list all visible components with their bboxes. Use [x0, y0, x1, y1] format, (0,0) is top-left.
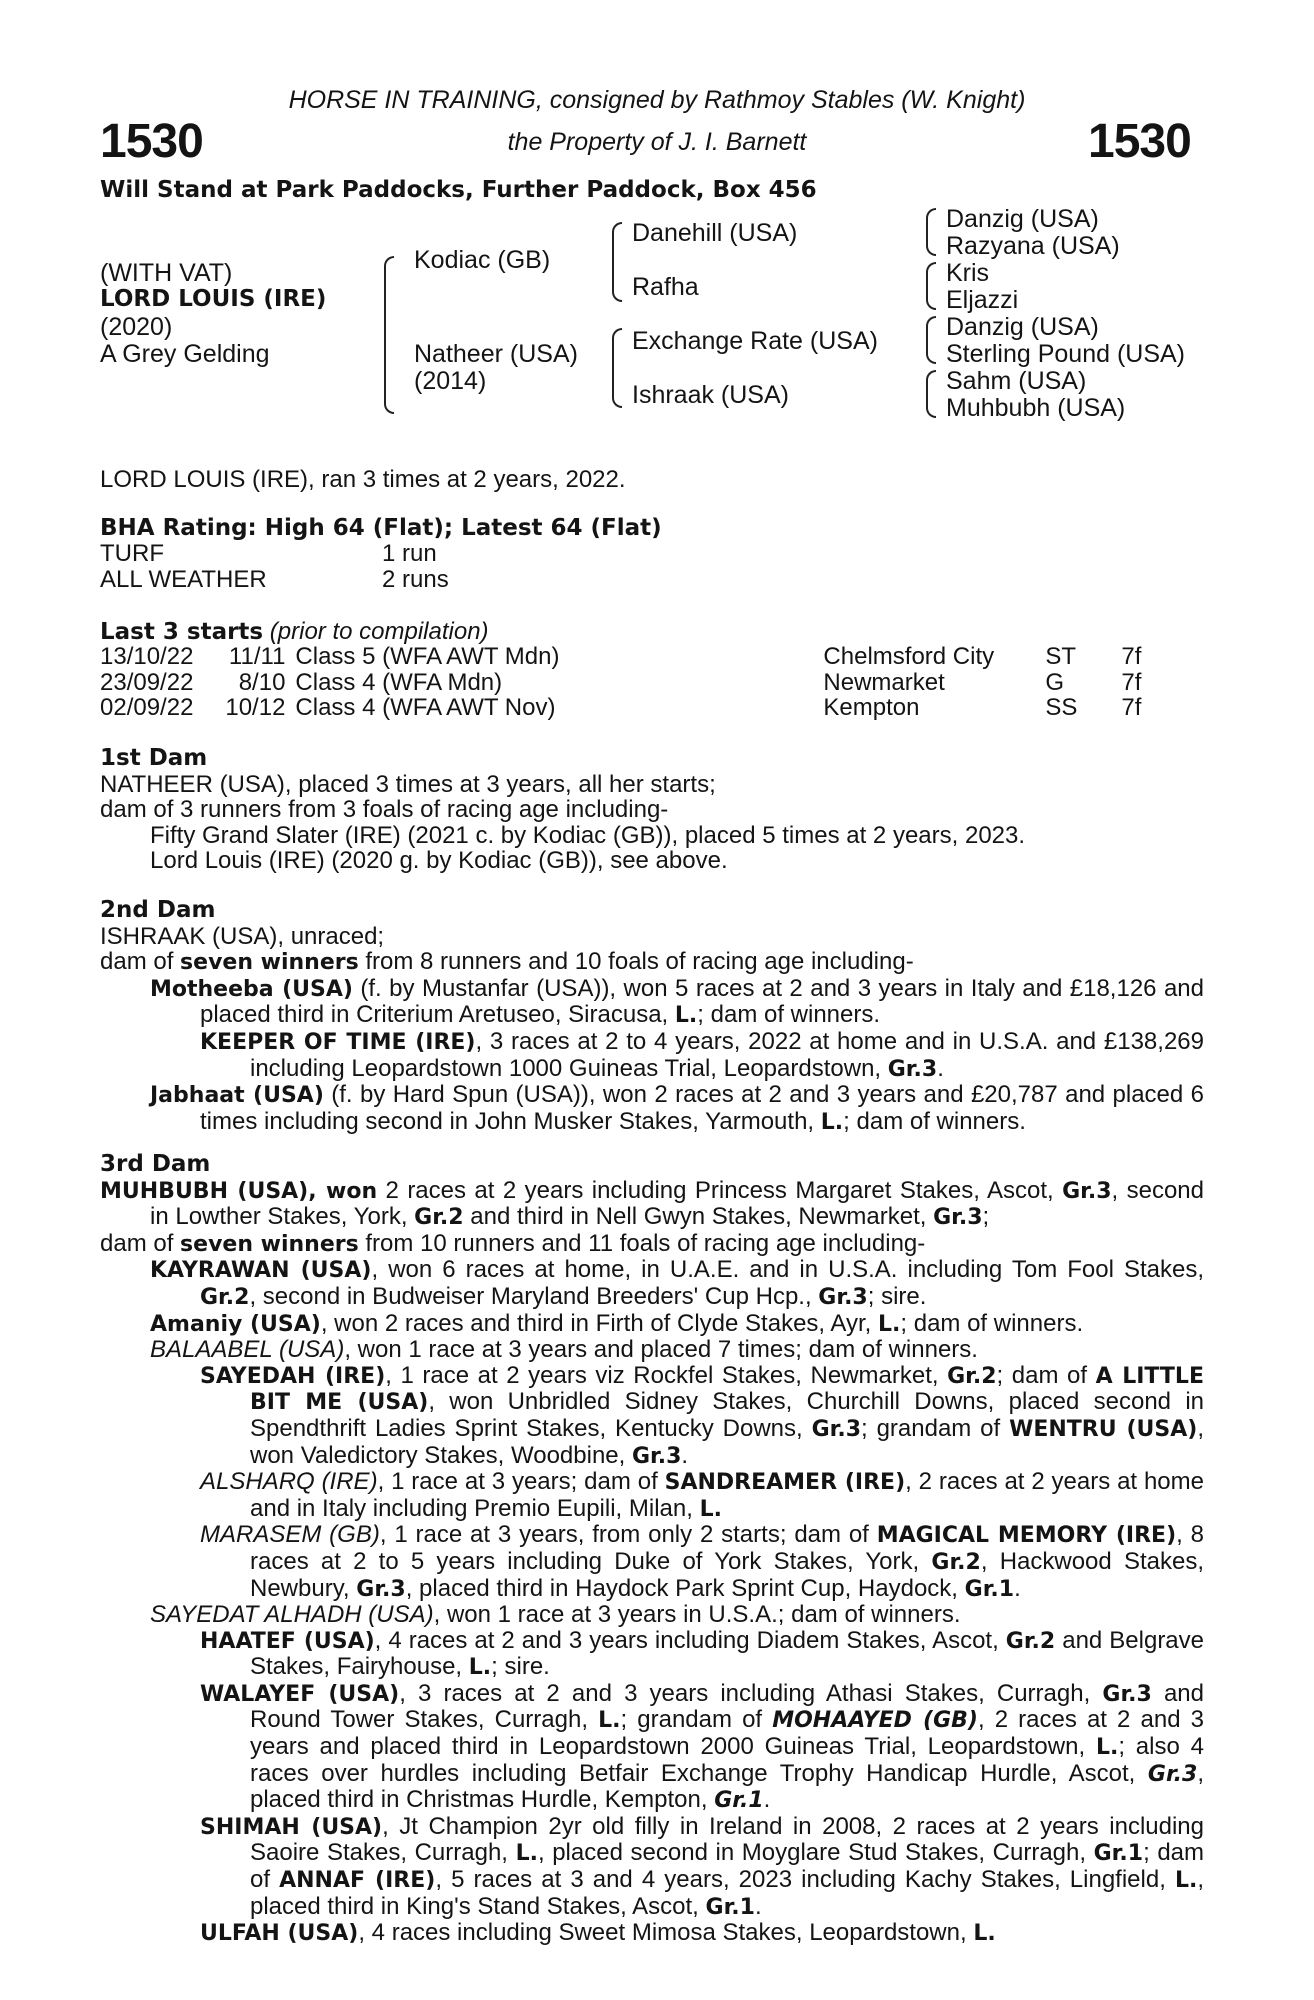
produce-entry: [100, 1311, 1204, 1338]
pedigree-g1: Danzig (USA): [946, 205, 1099, 233]
dam-line: NATHEER (USA), placed 3 times at 3 years, all her starts;: [100, 770, 716, 798]
section-heading: 3rd Dam: [100, 1151, 211, 1177]
start-distance: 7f: [1121, 668, 1142, 696]
text-run: L.: [468, 1655, 492, 1681]
surface-table: [100, 541, 449, 592]
starts-title: Last 3 starts: [100, 619, 264, 645]
start-going: SS: [1045, 694, 1078, 722]
horse-name-run: ALSHARQ (IRE): [200, 1468, 378, 1496]
consignor-line: HORSE IN TRAINING, consigned by Rathmoy Stables (W. Knight): [288, 86, 1026, 114]
text-run: Gr.2: [414, 1205, 464, 1231]
dam-line: dam of 3 runners from 3 foals of racing age including-: [100, 796, 669, 824]
text-run: Gr.3: [631, 1443, 682, 1469]
produce-line: Lord Louis (IRE) (2020 g. by Kodiac (GB)), see above.: [150, 847, 728, 875]
table-row: [100, 644, 1141, 670]
text-run: , 1 race at 2 years viz Rockfel Stakes, Newmarket,: [385, 1361, 948, 1389]
text-run: ; dam of winners.: [900, 1309, 1084, 1337]
pedigree-g3: Kris: [946, 259, 990, 287]
produce-entry: [100, 1522, 1204, 1602]
text-run: .: [681, 1441, 689, 1469]
text-run: seven winners: [180, 950, 359, 976]
text-run: , won 1 race at 3 years and placed 7 times; dam of winners.: [344, 1336, 978, 1364]
text-run: Gr.3: [887, 1056, 938, 1082]
text-run: , 1 race at 3 years, from only 2 starts; dam of: [379, 1521, 877, 1549]
start-course: Kempton: [823, 694, 920, 722]
dam-line: [100, 1231, 1204, 1258]
pedigree-brace-3d: [926, 370, 936, 418]
text-run: Gr.3: [356, 1576, 406, 1602]
pedigree-g8: Muhbubh (USA): [946, 394, 1126, 422]
text-run: from 8 runners and 10 foals of racing age including-: [358, 948, 914, 976]
start-position: 11/11: [228, 643, 286, 670]
text-run: ; dam of: [250, 1839, 1205, 1894]
produce-entry: [100, 1920, 1204, 1947]
text-run: L.: [1174, 1868, 1198, 1894]
pedigree-brace-2b: [612, 328, 622, 408]
surface-cell: TURF: [100, 540, 164, 567]
horse-name-run: MUHBUBH (USA), won: [100, 1178, 378, 1204]
horse-name-run: Jabhaat (USA): [150, 1083, 324, 1109]
horse-name: LORD LOUIS (IRE): [100, 286, 327, 312]
horse-name-run: MARASEM (GB): [200, 1521, 380, 1549]
second-dam-section: [100, 898, 1204, 1135]
third-dam-section: [100, 1152, 1204, 1947]
table-row: [100, 567, 449, 593]
starts-heading: [100, 618, 489, 646]
pedigree-g7: Sahm (USA): [946, 367, 1087, 395]
text-run: ; dam of winners.: [843, 1107, 1026, 1135]
text-run: , 8 races at 2 to 5 years including Duke of York Stakes, York,: [250, 1521, 1204, 1575]
start-race: Class 4 (WFA AWT Nov): [295, 694, 556, 722]
produce-entry: [100, 1257, 1204, 1310]
produce-entry: [100, 1337, 1204, 1363]
lot-number-right: 1530: [1088, 115, 1191, 168]
text-run: , won Valedictory Stakes, Woodbine,: [250, 1414, 1204, 1469]
produce-line: Fifty Grand Slater (IRE) (2021 c. by Kodiac (GB)), placed 5 times at 2 years, 2023.: [150, 821, 1026, 849]
text-run: ; dam of winners.: [697, 1001, 881, 1029]
pedigree-brace-1: [384, 256, 394, 414]
text-run: L.: [878, 1311, 901, 1337]
produce-entry: [100, 1814, 1204, 1920]
horse-description: A Grey Gelding: [100, 340, 270, 368]
start-position: 10/12: [225, 694, 286, 722]
pedigree-brace-3a: [926, 208, 936, 256]
text-run: ; grandam of: [620, 1706, 773, 1734]
text-run: , 3 races at 2 to 4 years, 2022 at home and in U.S.A. and £138,269 including Leopardstown 1000 Guineas Trial, Leopardstown,: [250, 1027, 1204, 1082]
text-run: L.: [674, 1003, 698, 1029]
table-row: [100, 695, 1141, 721]
race-summary: LORD LOUIS (IRE), ran 3 times at 2 years, 2022.: [100, 466, 626, 493]
table-row: [100, 670, 1141, 696]
produce-entry: [100, 1469, 1204, 1522]
start-race: Class 4 (WFA Mdn): [295, 668, 503, 696]
produce-entry: [100, 1029, 1204, 1082]
start-going: ST: [1045, 643, 1077, 670]
text-run: , placed third in King's Stand Stakes, Ascot,: [250, 1866, 1205, 1920]
pedigree-g6: Sterling Pound (USA): [946, 340, 1186, 368]
section-heading: 1st Dam: [100, 745, 208, 771]
horse-name-run: KEEPER OF TIME (IRE): [200, 1029, 476, 1055]
pedigree-dam: Natheer (USA): [414, 340, 578, 368]
produce-entry: [100, 976, 1204, 1029]
pedigree-sire-dam: Rafha: [632, 273, 699, 301]
text-run: Gr.2: [947, 1363, 997, 1389]
text-run: Gr.3: [818, 1284, 868, 1310]
text-run: Gr.1: [964, 1576, 1015, 1602]
text-run: , placed third in Haydock Park Sprint Cup, Haydock,: [405, 1574, 965, 1602]
text-run: Gr.3: [1102, 1681, 1152, 1707]
text-run: .: [754, 1892, 762, 1920]
text-run: and Round Tower Stakes, Curragh,: [250, 1679, 1204, 1734]
text-run: ; sire.: [491, 1653, 550, 1681]
text-run: Gr.1: [714, 1788, 764, 1814]
text-run: L.: [820, 1109, 844, 1135]
text-run: , Hackwood Stakes, Newbury,: [250, 1547, 1204, 1602]
text-run: .: [937, 1054, 944, 1082]
text-run: ; grandam of: [861, 1414, 1010, 1442]
dam-line: ISHRAAK (USA), unraced;: [100, 922, 385, 950]
produce-entry: [100, 1602, 1204, 1628]
text-run: L.: [515, 1841, 538, 1867]
text-run: , 5 races at 3 and 4 years, 2023 including Kachy Stakes, Lingfield,: [435, 1866, 1175, 1894]
starts-table: [100, 644, 1141, 721]
text-run: Gr.1: [1093, 1841, 1144, 1867]
surface-cell: ALL WEATHER: [100, 565, 267, 593]
produce-entry: [100, 1681, 1204, 1814]
text-run: 2 races at 2 years including Princess Margaret Stakes, Ascot,: [377, 1176, 1063, 1204]
horse-name-run: SHIMAH (USA): [200, 1814, 383, 1840]
pedigree-brace-2a: [612, 222, 622, 302]
text-run: MOHAAYED (GB): [772, 1708, 978, 1734]
text-run: Gr.3: [933, 1205, 983, 1231]
text-run: , 4 races at 2 and 3 years including Diadem Stakes, Ascot,: [374, 1626, 1006, 1654]
text-run: .: [1014, 1574, 1021, 1602]
horse-name-run: SAYEDAH (IRE): [200, 1363, 386, 1389]
text-run: , won 1 race at 3 years in U.S.A.; dam of winners.: [433, 1601, 961, 1629]
text-run: , 1 race at 3 years; dam of: [377, 1468, 665, 1496]
section-heading: 2nd Dam: [100, 897, 216, 923]
text-run: , 2 races at 2 and 3 years and placed third in Leopardstown 2000 Guineas Trial, Leopardstown,: [250, 1706, 1204, 1761]
start-date: 02/09/22: [100, 694, 194, 722]
produce-entry: [100, 1628, 1204, 1681]
text-run: Gr.1: [705, 1894, 755, 1920]
text-run: Gr.3: [1147, 1761, 1198, 1787]
text-run: , won Unbridled Sidney Stakes, Churchill Downs, placed second in Spendthrift Ladies Sprint Stakes, Kentucky Downs,: [250, 1388, 1205, 1442]
horse-name-run: HAATEF (USA): [200, 1628, 375, 1654]
start-course: Chelmsford City: [823, 643, 995, 670]
text-run: seven winners: [180, 1231, 359, 1257]
text-run: , placed second in Moyglare Stud Stakes, Curragh,: [537, 1839, 1094, 1867]
text-run: from 10 runners and 11 foals of racing age including-: [358, 1229, 926, 1257]
text-run: ; dam of: [996, 1361, 1096, 1389]
horse-name-run: Motheeba (USA): [150, 976, 353, 1002]
property-line: the Property of J. I. Barnett: [507, 128, 807, 156]
pedigree-brace-3c: [926, 316, 936, 364]
produce-entry: [100, 1363, 1204, 1469]
text-run: , Jt Champion 2yr old filly in Ireland in 2008, 2 races at 2 years including Saoire Stakes, Curragh,: [250, 1812, 1204, 1867]
horse-name-run: BALAABEL (USA): [150, 1336, 345, 1364]
text-run: dam of: [100, 948, 181, 976]
text-run: ;: [982, 1203, 990, 1231]
text-run: dam of: [100, 1229, 181, 1257]
table-row: [100, 541, 449, 567]
text-run: MAGICAL MEMORY (IRE): [876, 1523, 1177, 1549]
text-run: .: [763, 1786, 771, 1814]
text-run: L.: [973, 1921, 996, 1947]
text-run: Gr.3: [811, 1416, 862, 1442]
text-run: Gr.3: [1062, 1178, 1112, 1204]
dam-line: [100, 949, 1204, 976]
start-date: 13/10/22: [100, 643, 194, 670]
start-position: 8/10: [238, 668, 286, 696]
start-race: Class 5 (WFA AWT Mdn): [295, 643, 560, 670]
text-run: ANNAF (IRE): [279, 1868, 436, 1894]
horse-name-run: Amaniy (USA): [150, 1311, 321, 1337]
start-distance: 7f: [1121, 694, 1142, 722]
text-run: ; sire.: [867, 1282, 927, 1310]
text-run: , 4 races including Sweet Mimosa Stakes, Leopardstown,: [358, 1919, 974, 1947]
text-run: ; also 4 races over hurdles including Betfair Exchange Trophy Handicap Hurdle, Ascot,: [250, 1733, 1204, 1787]
text-run: WENTRU (USA): [1009, 1416, 1198, 1442]
text-run: A LITTLE BIT ME (USA): [250, 1363, 1204, 1416]
dam-entry: [100, 1178, 1204, 1231]
pedigree-brace-3b: [926, 262, 936, 310]
start-distance: 7f: [1121, 643, 1142, 670]
text-run: , second in Lowther Stakes, York,: [150, 1176, 1204, 1231]
text-run: Gr.2: [1005, 1628, 1056, 1654]
text-run: , won 2 races and third in Firth of Clyde Stakes, Ayr,: [320, 1309, 878, 1337]
text-run: L.: [699, 1496, 722, 1522]
stabling-location: Will Stand at Park Paddocks, Further Paddock, Box 456: [100, 177, 817, 203]
first-dam-section: [100, 746, 1204, 874]
runs-cell: 1 run: [382, 540, 437, 567]
horse-name-run: KAYRAWAN (USA): [150, 1258, 372, 1284]
pedigree-g4: Eljazzi: [946, 286, 1019, 314]
horse-year: (2020): [100, 313, 173, 341]
text-run: SANDREAMER (IRE): [664, 1470, 906, 1496]
produce-entry: [100, 1082, 1204, 1135]
pedigree-dam-dam: Ishraak (USA): [632, 381, 789, 409]
text-run: (f. by Hard Spun (USA)), won 2 races at 2 and 3 years and £20,787 and placed 6 times including second in John Musker Stakes, Yarmouth,: [200, 1081, 1204, 1135]
text-run: , second in Budweiser Maryland Breeders' Cup Hcp.,: [249, 1282, 819, 1310]
horse-name-run: ULFAH (USA): [200, 1921, 359, 1947]
start-date: 23/09/22: [100, 668, 194, 696]
runs-cell: 2 runs: [382, 565, 449, 593]
text-run: and Belgrave Stakes, Fairyhouse,: [250, 1626, 1205, 1681]
starts-note: (prior to compilation): [269, 618, 489, 645]
start-going: G: [1045, 668, 1065, 696]
text-run: Gr.2: [200, 1284, 250, 1310]
pedigree-sire: Kodiac (GB): [414, 246, 551, 274]
text-run: , 3 races at 2 and 3 years including Athasi Stakes, Curragh,: [399, 1679, 1103, 1707]
text-run: , won 6 races at home, in U.A.E. and in U.S.A. including Tom Fool Stakes,: [371, 1256, 1204, 1284]
text-run: , placed third in Christmas Hurdle, Kempton,: [250, 1759, 1204, 1814]
vat-note: (WITH VAT): [100, 259, 233, 287]
start-course: Newmarket: [823, 668, 945, 696]
text-run: , 2 races at 2 years at home and in Italy including Premio Eupili, Milan,: [250, 1468, 1204, 1522]
text-run: L.: [598, 1708, 621, 1734]
pedigree-dam-sire: Exchange Rate (USA): [632, 327, 878, 355]
text-run: Gr.2: [931, 1549, 981, 1575]
lot-number-left: 1530: [100, 115, 203, 168]
pedigree-sire-sire: Danehill (USA): [632, 219, 798, 247]
text-run: (f. by Mustanfar (USA)), won 5 races at 2 and 3 years in Italy and £18,126 and placed third in Criterium Aretuseo, Siracusa,: [200, 974, 1205, 1029]
horse-name-run: WALAYEF (USA): [200, 1681, 400, 1707]
bha-rating: BHA Rating: High 64 (Flat); Latest 64 (Flat): [100, 515, 662, 541]
text-run: and third in Nell Gwyn Stakes, Newmarket,: [463, 1203, 934, 1231]
pedigree-g2: Razyana (USA): [946, 232, 1120, 260]
pedigree-g5: Danzig (USA): [946, 313, 1099, 341]
pedigree-dam-year: (2014): [414, 367, 487, 395]
text-run: L.: [1095, 1735, 1119, 1761]
horse-name-run: SAYEDAT ALHADH (USA): [150, 1601, 434, 1629]
